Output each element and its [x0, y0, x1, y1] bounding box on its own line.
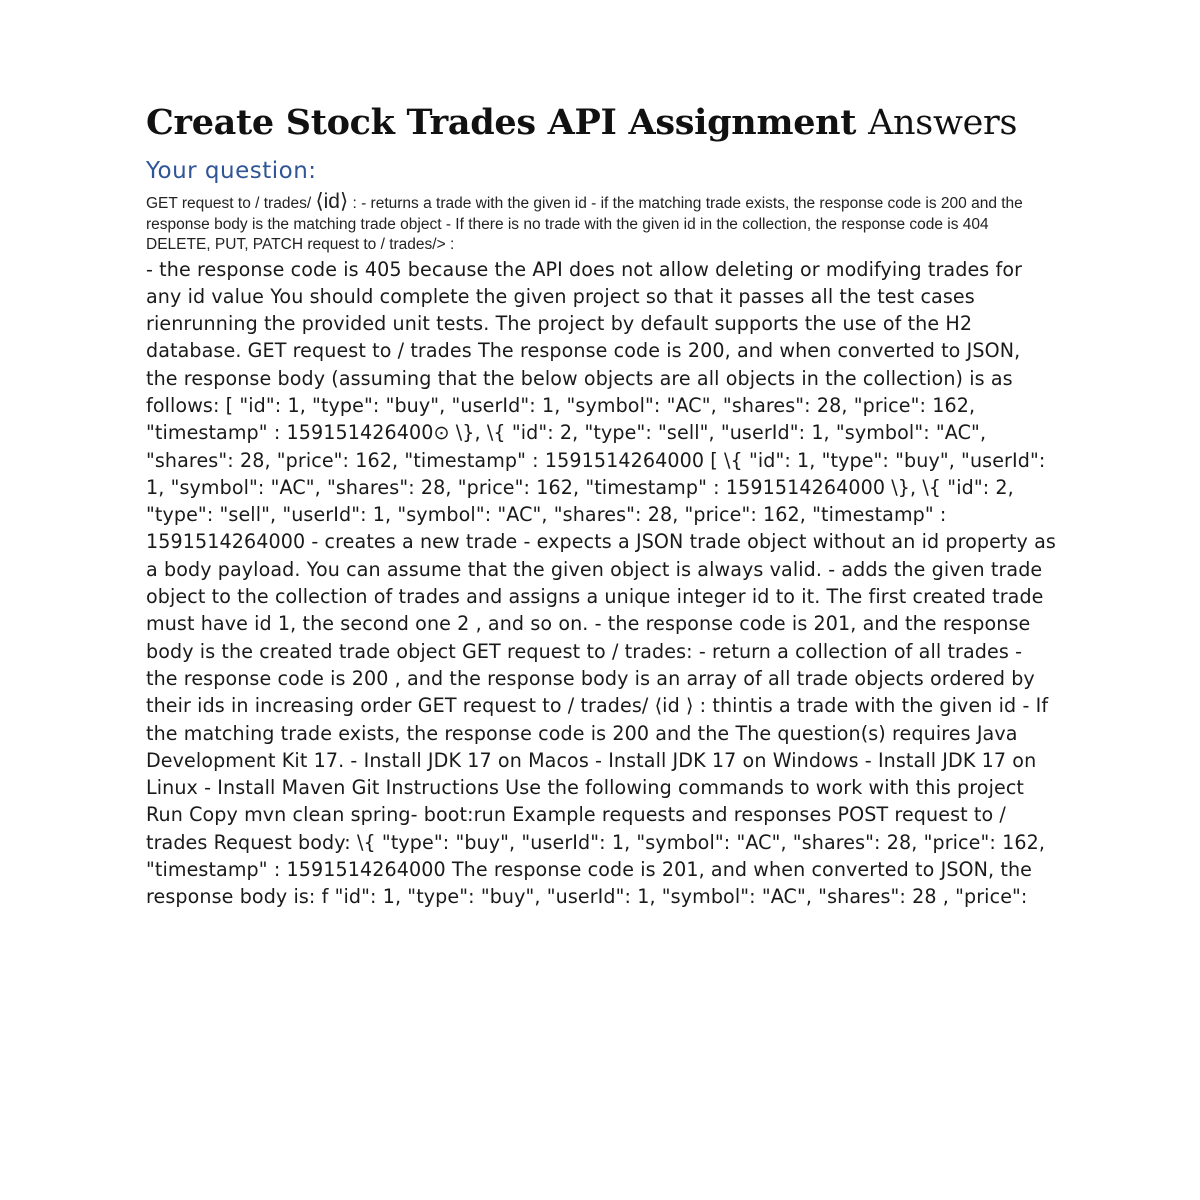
page-title-suffix: Answers: [868, 103, 1018, 143]
page-title: [146, 100, 1056, 146]
question-main-paragraph: - the response code is 405 because the API does not allow deleting or modifying trades for any id value You should complete the given project so that it passes all the test cases rienrunning the provided unit tests. The project by default supports the use of the H2 database. GET request to / trades The response code is 200, and when converted to JSON, the response body (assuming that the below objects are all objects in the collection) is as follows: [ "id": 1, "type": "buy", "userId": 1, "symbol": "AC", "shares": 28, "price": 162, "timestamp" : 159151426400⊙ \}, \{ "id": 2, "type": "sell", "userId": 1, "symbol": "AC", "shares": 28, "price": 162, "timestamp" : 1591514264000 [ \{ "id": 1, "type": "buy", "userId": 1, "symbol": "AC", "shares": 28, "price": 162, "timestamp" : 1591514264000 \}, \{ "id": 2, "type": "sell", "userId": 1, "symbol": "AC", "shares": 28, "price": 162, "timestamp" : 1591514264000 - creates a new trade - expects a JSON trade object without an id property as a body payload. You can assume that the given object is always valid. - adds the given trade object to the collection of trades and assigns a unique integer id to it. The first created trade must have id 1, the second one 2 , and so on. - the response code is 201, and the response body is the created trade object GET request to / trades: - return a collection of all trades - the response code is 200 , and the response body is an array of all trade objects ordered by their ids in increasing order GET request to / trades/ ⟨id ⟩ : thintis a trade with the given id - If the matching trade exists, the response code is 200 and the The question(s) requires Java Development Kit 17. - Install JDK 17 on Macos - Install JDK 17 on Windows - Install JDK 17 on Linux - Install Maven Git Instructions Use the following commands to work with this project Run Copy mvn clean spring- boot:run Example requests and responses POST request to / trades Request body: \{ "type": "buy", "userId": 1, "symbol": "AC", "shares": 28, "price": 162, "timestamp" : 1591514264000 The response code is 201, and when converted to JSON, the response body is: f "id": 1, "type": "buy", "userId": 1, "symbol": "AC", "shares": 28 , "price":: [146, 257, 1056, 909]
question-intro-paragraph: [146, 192, 1056, 256]
question-intro-start: GET request to / trades/: [146, 195, 316, 212]
question-intro-rest: : - returns a trade with the given id - if the matching trade exists, the response code is 200 and the response body is the matching trade object - If there is no trade with the given id in the collection, the response code is 404 DELETE, PUT, PATCH request to / trades/> :: [146, 195, 1023, 253]
document-page: [146, 100, 1056, 911]
question-intro-id: ⟨id⟩: [315, 190, 349, 213]
page-title-main: Create Stock Trades API Assignment: [146, 102, 857, 143]
question-heading: Your question:: [146, 158, 317, 184]
question-body: [146, 192, 1056, 911]
